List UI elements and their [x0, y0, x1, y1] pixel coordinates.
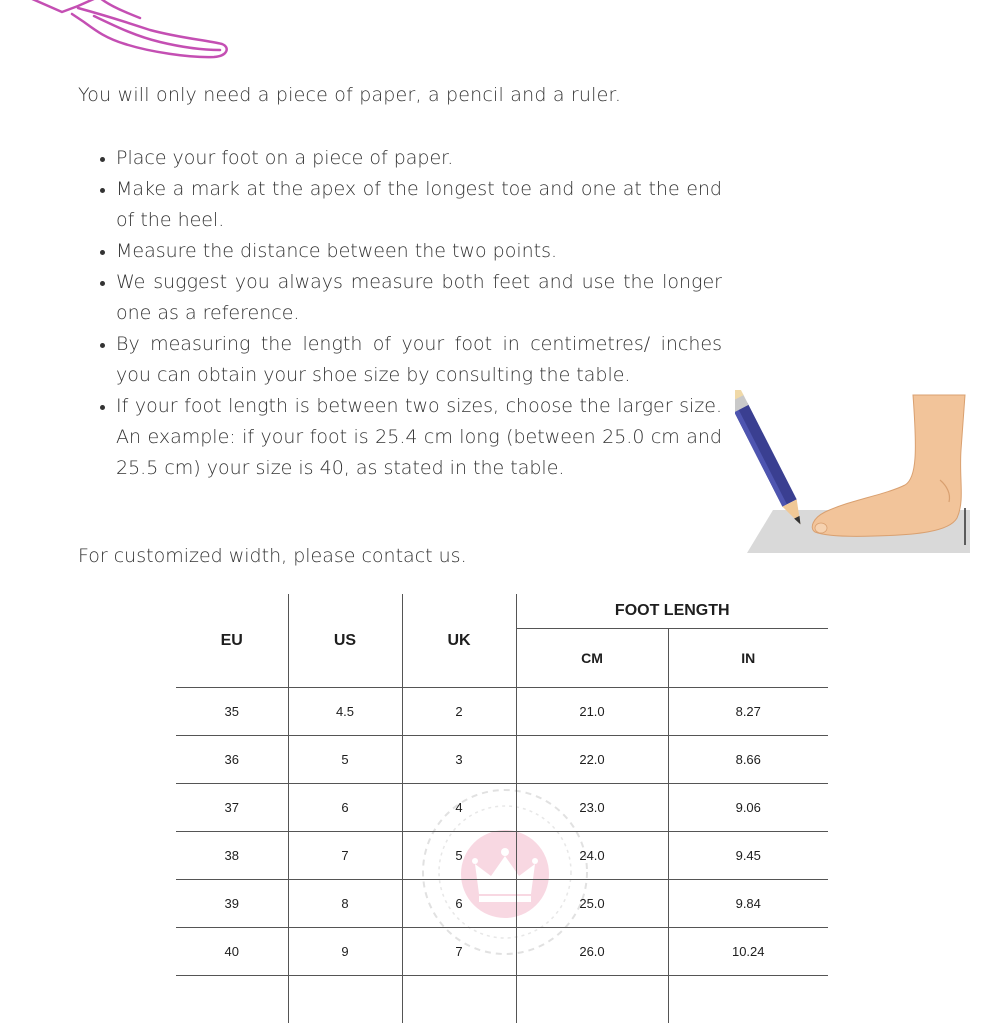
cell-eu: 35 — [176, 688, 288, 736]
list-item: • We suggest you always measure both feet and use the longer one as a reference. — [116, 267, 722, 329]
table-row — [176, 880, 828, 928]
header-us: US — [288, 594, 402, 688]
list-item: • By measuring the length of your foot in centimetres/ inches you can obtain your shoe size by consulting the table. — [116, 329, 722, 391]
cell-in: 9.45 — [668, 832, 828, 880]
cell-eu — [176, 976, 288, 1023]
cell-cm: 26.0 — [516, 928, 668, 976]
cell-eu: 36 — [176, 736, 288, 784]
shoe-outline-icon — [0, 0, 240, 62]
measuring-instructions-list — [96, 143, 722, 484]
cell-cm — [516, 976, 668, 1023]
cell-uk: 2 — [402, 688, 516, 736]
cell-uk: 6 — [402, 880, 516, 928]
cell-in — [668, 976, 828, 1023]
cell-cm: 25.0 — [516, 880, 668, 928]
cell-eu: 39 — [176, 880, 288, 928]
cell-in: 8.66 — [668, 736, 828, 784]
list-item: • Place your foot on a piece of paper. — [116, 143, 722, 174]
cell-us — [288, 976, 402, 1023]
list-item: • Measure the distance between the two points. — [116, 236, 722, 267]
list-item: • Make a mark at the apex of the longest toe and one at the end of the heel. — [116, 174, 722, 236]
header-foot-length: FOOT LENGTH — [516, 594, 828, 629]
cell-us: 6 — [288, 784, 402, 832]
cell-eu: 37 — [176, 784, 288, 832]
header-in: IN — [668, 629, 828, 688]
table-row — [176, 976, 828, 1023]
table-row — [176, 688, 828, 736]
cell-uk — [402, 976, 516, 1023]
cell-us: 9 — [288, 928, 402, 976]
foot-measuring-illustration — [735, 390, 975, 555]
cell-us: 4.5 — [288, 688, 402, 736]
table-row — [176, 736, 828, 784]
cell-uk: 7 — [402, 928, 516, 976]
cell-uk: 4 — [402, 784, 516, 832]
header-eu: EU — [176, 594, 288, 688]
table-row — [176, 784, 828, 832]
cell-in: 10.24 — [668, 928, 828, 976]
intro-text: You will only need a piece of paper, a pencil and a ruler. — [78, 84, 621, 106]
cell-eu: 38 — [176, 832, 288, 880]
cell-uk: 3 — [402, 736, 516, 784]
table-row — [176, 928, 828, 976]
cell-in: 9.06 — [668, 784, 828, 832]
cell-in: 9.84 — [668, 880, 828, 928]
contact-text: For customized width, please contact us. — [78, 545, 467, 567]
list-item: • If your foot length is between two sizes, choose the larger size. An example: if your foot is 25.4 cm long (between 25.0 cm and 25.5 cm) your size is 40, as stated in the table. — [116, 391, 722, 484]
cell-cm: 21.0 — [516, 688, 668, 736]
cell-cm: 22.0 — [516, 736, 668, 784]
header-cm: CM — [516, 629, 668, 688]
cell-us: 5 — [288, 736, 402, 784]
cell-cm: 24.0 — [516, 832, 668, 880]
cell-uk: 5 — [402, 832, 516, 880]
table-row — [176, 832, 828, 880]
size-chart-table — [176, 594, 828, 1023]
cell-in: 8.27 — [668, 688, 828, 736]
cell-eu: 40 — [176, 928, 288, 976]
cell-cm: 23.0 — [516, 784, 668, 832]
cell-us: 7 — [288, 832, 402, 880]
header-uk: UK — [402, 594, 516, 688]
cell-us: 8 — [288, 880, 402, 928]
